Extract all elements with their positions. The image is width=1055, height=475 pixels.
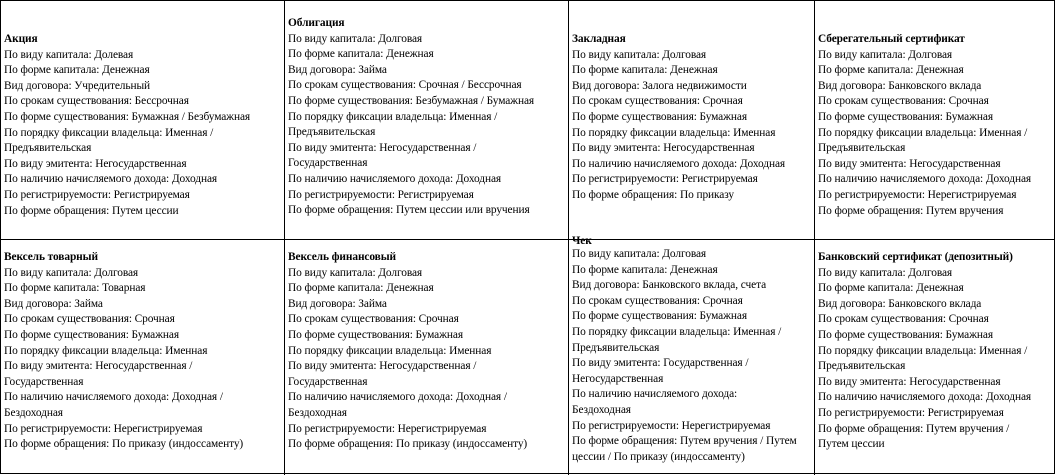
cell-line: Предъявительская (818, 142, 906, 155)
cell-line: Негосударственная (572, 372, 664, 385)
cell-line: Вид договора: Учредительный (4, 79, 151, 92)
cell-line: По форме обращения: Путем вручения / (818, 422, 1010, 435)
cell-line: По форме обращения: По приказу (индоссаменту) (4, 438, 244, 451)
row-divider (1, 239, 1055, 240)
table-cell-commodity-bill (1, 250, 284, 474)
cell-line: По наличию начисляемого дохода: (572, 388, 738, 401)
cell-line: По регистрируемости: Регистрируемая (4, 188, 190, 201)
cell-line: Предъявительская (288, 126, 376, 139)
cell-line: По порядку фиксации владельца: Именная (288, 344, 492, 357)
cell-title: Облигация (288, 17, 345, 29)
cell-line: По регистрируемости: Регистрируемая (288, 188, 474, 201)
cell-line: По форме существования: Бумажная (288, 328, 463, 341)
cell-line: По регистрируемости: Нерегистрируемая (818, 188, 1017, 201)
cell-line: По виду эмитента: Негосударственная / (4, 360, 193, 373)
cell-line: Государственная (288, 157, 368, 170)
cell-line: По порядку фиксации владельца: Именная (572, 126, 776, 139)
cell-line: По виду эмитента: Негосударственная (818, 157, 1001, 170)
cell-line: По форме капитала: Денежная (572, 64, 718, 77)
cell-line: По наличию начисляемого дохода: Доходная / (288, 391, 507, 404)
table-cell-share (1, 32, 284, 239)
cell-line: По форме обращения: По приказу (индоссаменту) (288, 438, 528, 451)
cell-line: По виду капитала: Долевая (4, 48, 134, 61)
table-cell-deposit-certificate (815, 250, 1055, 474)
cell-line: По срокам существования: Срочная (288, 313, 459, 326)
cell-line: Государственная (4, 375, 84, 388)
cell-line: По виду эмитента: Негосударственная (818, 375, 1001, 388)
cell-line: По виду капитала: Долговая (288, 32, 423, 45)
cell-line: Вид договора: Банковского вклада (818, 79, 982, 92)
cell-line: По срокам существования: Срочная (818, 95, 989, 108)
table-cell-mortgage (569, 32, 814, 239)
cell-line: По виду капитала: Долговая (818, 48, 953, 61)
cell-line: По форме существования: Бумажная (818, 328, 993, 341)
cell-line: По порядку фиксации владельца: Именная / (818, 344, 1028, 357)
cell-line: По форме капитала: Денежная (4, 64, 150, 77)
cell-line: Вид договора: Банковского вклада (818, 297, 982, 310)
cell-line: По виду капитала: Долговая (572, 248, 707, 260)
cell-line: Вид договора: Займа (288, 297, 387, 310)
cell-title: Закладная (572, 33, 626, 45)
cell-title: Чек (572, 235, 592, 247)
table-cell-financial-bill (285, 250, 568, 474)
cell-line: Бездоходная (572, 403, 631, 416)
cell-line: Бездоходная (288, 406, 347, 419)
cell-line: По виду капитала: Долговая (572, 48, 707, 61)
cell-line: По форме обращения: Путем цессии или вручения (288, 204, 530, 217)
cell-line: По форме капитала: Денежная (288, 282, 434, 295)
cell-line: По регистрируемости: Нерегистрируемая (288, 422, 487, 435)
cell-line: По срокам существования: Срочная / Бессрочная (288, 79, 522, 92)
cell-line: По форме капитала: Денежная (818, 64, 964, 77)
cell-line: По виду капитала: Долговая (818, 266, 953, 279)
cell-title: Банковский сертификат (депозитный) (818, 251, 1013, 263)
cell-line: Вид договора: Займа (288, 63, 387, 76)
cell-line: По порядку фиксации владельца: Именная / (288, 110, 498, 123)
cell-title: Акция (4, 33, 38, 45)
cell-line: По форме существования: Безбумажная / Бумажная (288, 94, 535, 107)
cell-line: Государственная (288, 375, 368, 388)
cell-line: По форме обращения: Путем вручения (818, 204, 1004, 217)
cell-line: По виду эмитента: Негосударственная (4, 157, 187, 170)
table-cell-cheque (569, 235, 814, 474)
cell-line: Предъявительская (818, 360, 906, 373)
cell-line: По регистрируемости: Нерегистрируемая (572, 419, 771, 432)
cell-line: По форме существования: Бумажная (572, 310, 747, 323)
cell-line: Вид договора: Залога недвижимости (572, 79, 747, 92)
cell-line: Бездоходная (4, 406, 63, 419)
cell-line: По виду эмитента: Негосударственная (572, 142, 755, 155)
cell-line: По виду эмитента: Негосударственная / (288, 141, 477, 154)
cell-line: По форме обращения: По приказу (572, 188, 735, 201)
cell-title: Сберегательный сертификат (818, 33, 965, 45)
cell-line: По порядку фиксации владельца: Именная / (4, 126, 214, 139)
cell-line: По наличию начисляемого дохода: Доходная (4, 173, 218, 186)
cell-line: По срокам существования: Срочная (572, 95, 743, 108)
cell-line: По форме существования: Бумажная (4, 328, 179, 341)
cell-line: Путем цессии (818, 438, 885, 451)
cell-line: По порядку фиксации владельца: Именная (4, 344, 208, 357)
cell-line: Вид договора: Банковского вклада, счета (572, 279, 767, 292)
cell-line: По регистрируемости: Нерегистрируемая (4, 422, 203, 435)
cell-line: По форме капитала: Денежная (818, 282, 964, 295)
cell-line: Предъявительская (4, 142, 92, 155)
table-cell-savings-certificate (815, 32, 1055, 239)
cell-line: По порядку фиксации владельца: Именная / (572, 325, 782, 338)
cell-line: По срокам существования: Бессрочная (4, 95, 189, 108)
cell-line: По форме обращения: Путем вручения / Путем (572, 435, 797, 448)
cell-line: По виду капитала: Долговая (288, 266, 423, 279)
cell-line: цессии / По приказу (индоссаменту) (572, 450, 745, 463)
cell-line: По виду капитала: Долговая (4, 266, 139, 279)
cell-line: По виду эмитента: Государственная / (572, 357, 749, 370)
table-cell-bond (285, 16, 568, 239)
cell-line: По форме капитала: Денежная (288, 48, 434, 61)
cell-line: По порядку фиксации владельца: Именная / (818, 126, 1028, 139)
cell-line: По регистрируемости: Регистрируемая (572, 173, 758, 186)
cell-line: По регистрируемости: Регистрируемая (818, 406, 1004, 419)
cell-line: По форме существования: Бумажная (572, 110, 747, 123)
cell-line: По срокам существования: Срочная (572, 294, 743, 307)
cell-line: По форме капитала: Денежная (572, 263, 718, 276)
cell-title: Вексель товарный (4, 251, 98, 263)
cell-line: По срокам существования: Срочная (818, 313, 989, 326)
cell-line: По форме обращения: Путем цессии (4, 204, 179, 217)
cell-title: Вексель финансовый (288, 251, 396, 263)
cell-line: По наличию начисляемого дохода: Доходная (572, 157, 786, 170)
cell-line: По виду эмитента: Негосударственная / (288, 360, 477, 373)
cell-line: По срокам существования: Срочная (4, 313, 175, 326)
cell-line: По наличию начисляемого дохода: Доходная / (4, 391, 223, 404)
cell-line: По форме существования: Бумажная / Безбумажная (4, 110, 251, 123)
cell-line: По наличию начисляемого дохода: Доходная (818, 173, 1032, 186)
cell-line: По наличию начисляемого дохода: Доходная (288, 172, 502, 185)
cell-line: По наличию начисляемого дохода: Доходная (818, 391, 1032, 404)
cell-line: Вид договора: Займа (4, 297, 103, 310)
cell-line: По форме существования: Бумажная (818, 110, 993, 123)
cell-line: Предъявительская (572, 341, 660, 354)
cell-line: По форме капитала: Товарная (4, 282, 146, 295)
